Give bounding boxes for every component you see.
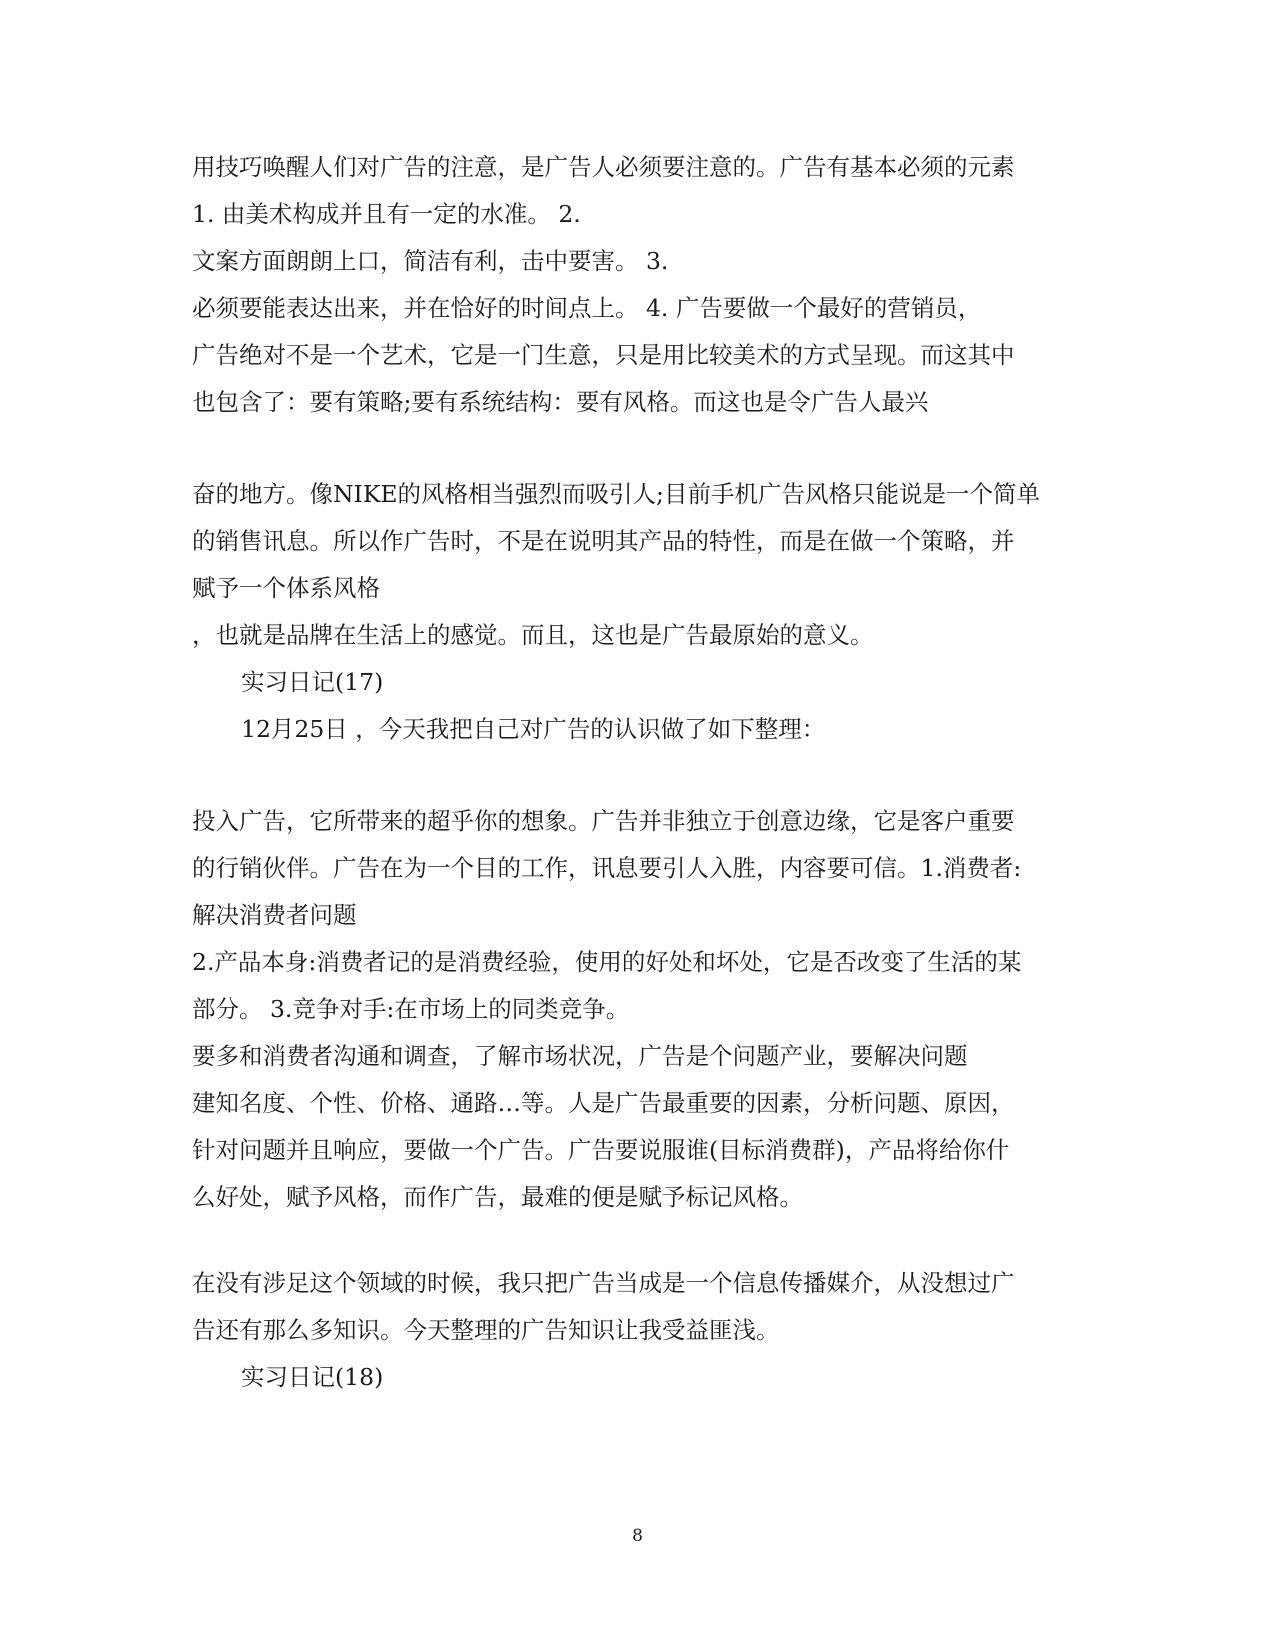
text-line-8: 的销售讯息。所以作广告时，不是在说明其产品的特性，而是在做一个策略，并 [192,527,1015,555]
text-line-7: 奋的地方。像NIKE的风格相当强烈而吸引人;目前手机广告风格只能说是一个简单 [192,480,1040,508]
diary-heading-17: 实习日记(17) [241,668,384,696]
text-line-16: 2.产品本身:消费者记的是消费经验，使用的好处和坏处，它是否改变了生活的某 [192,948,1022,976]
text-line-3: 文案方面朗朗上口，简洁有利，击中要害。 3. [192,247,669,275]
text-line-22: 在没有涉足这个领域的时候，我只把广告当成是一个信息传播媒介，从没想过广 [192,1269,1015,1297]
text-line-21: 么好处，赋予风格，而作广告，最难的便是赋予标记风格。 [192,1183,803,1211]
text-line-19: 建知名度、个性、价格、通路…等。人是广告最重要的因素，分析问题、原因， [192,1089,1015,1117]
text-line-20: 针对问题并且响应，要做一个广告。广告要说服谁(目标消费群)，产品将给你什 [192,1136,1010,1164]
text-line-1: 用技巧唤醒人们对广告的注意，是广告人必须要注意的。广告有基本必须的元素 [192,153,1015,181]
text-line-6: 也包含了：要有策略;要有系统结构：要有风格。而这也是令广告人最兴 [192,388,929,416]
text-line-2: 1. 由美术构成并且有一定的水准。 2. [192,200,581,228]
text-line-9: 赋予一个体系风格 [192,574,380,602]
text-line-5: 广告绝对不是一个艺术，它是一门生意，只是用比较美术的方式呈现。而这其中 [192,341,1015,369]
diary-date-line: 12月25日 ，今天我把自己对广告的认识做了如下整理： [241,715,826,743]
text-line-4: 必须要能表达出来，并在恰好的时间点上。 4. 广告要做一个最好的营销员， [192,294,982,322]
text-line-18: 要多和消费者沟通和调查，了解市场状况，广告是个问题产业，要解决问题 [192,1042,968,1070]
text-line-14: 的行销伙伴。广告在为一个目的工作，讯息要引人入胜，内容要可信。1.消费者: [192,854,1022,882]
text-line-15: 解决消费者问题 [192,901,357,929]
text-line-10: ，也就是品牌在生活上的感觉。而且，这也是广告最原始的意义。 [192,621,874,649]
text-line-23: 告还有那么多知识。今天整理的广告知识让我受益匪浅。 [192,1316,780,1344]
diary-heading-18: 实习日记(18) [241,1363,384,1391]
page-number: 8 [632,1526,643,1546]
text-line-17: 部分。 3.竞争对手:在市场上的同类竞争。 [192,995,630,1023]
text-line-13: 投入广告，它所带来的超乎你的想象。广告并非独立于创意边缘，它是客户重要 [192,807,1015,835]
